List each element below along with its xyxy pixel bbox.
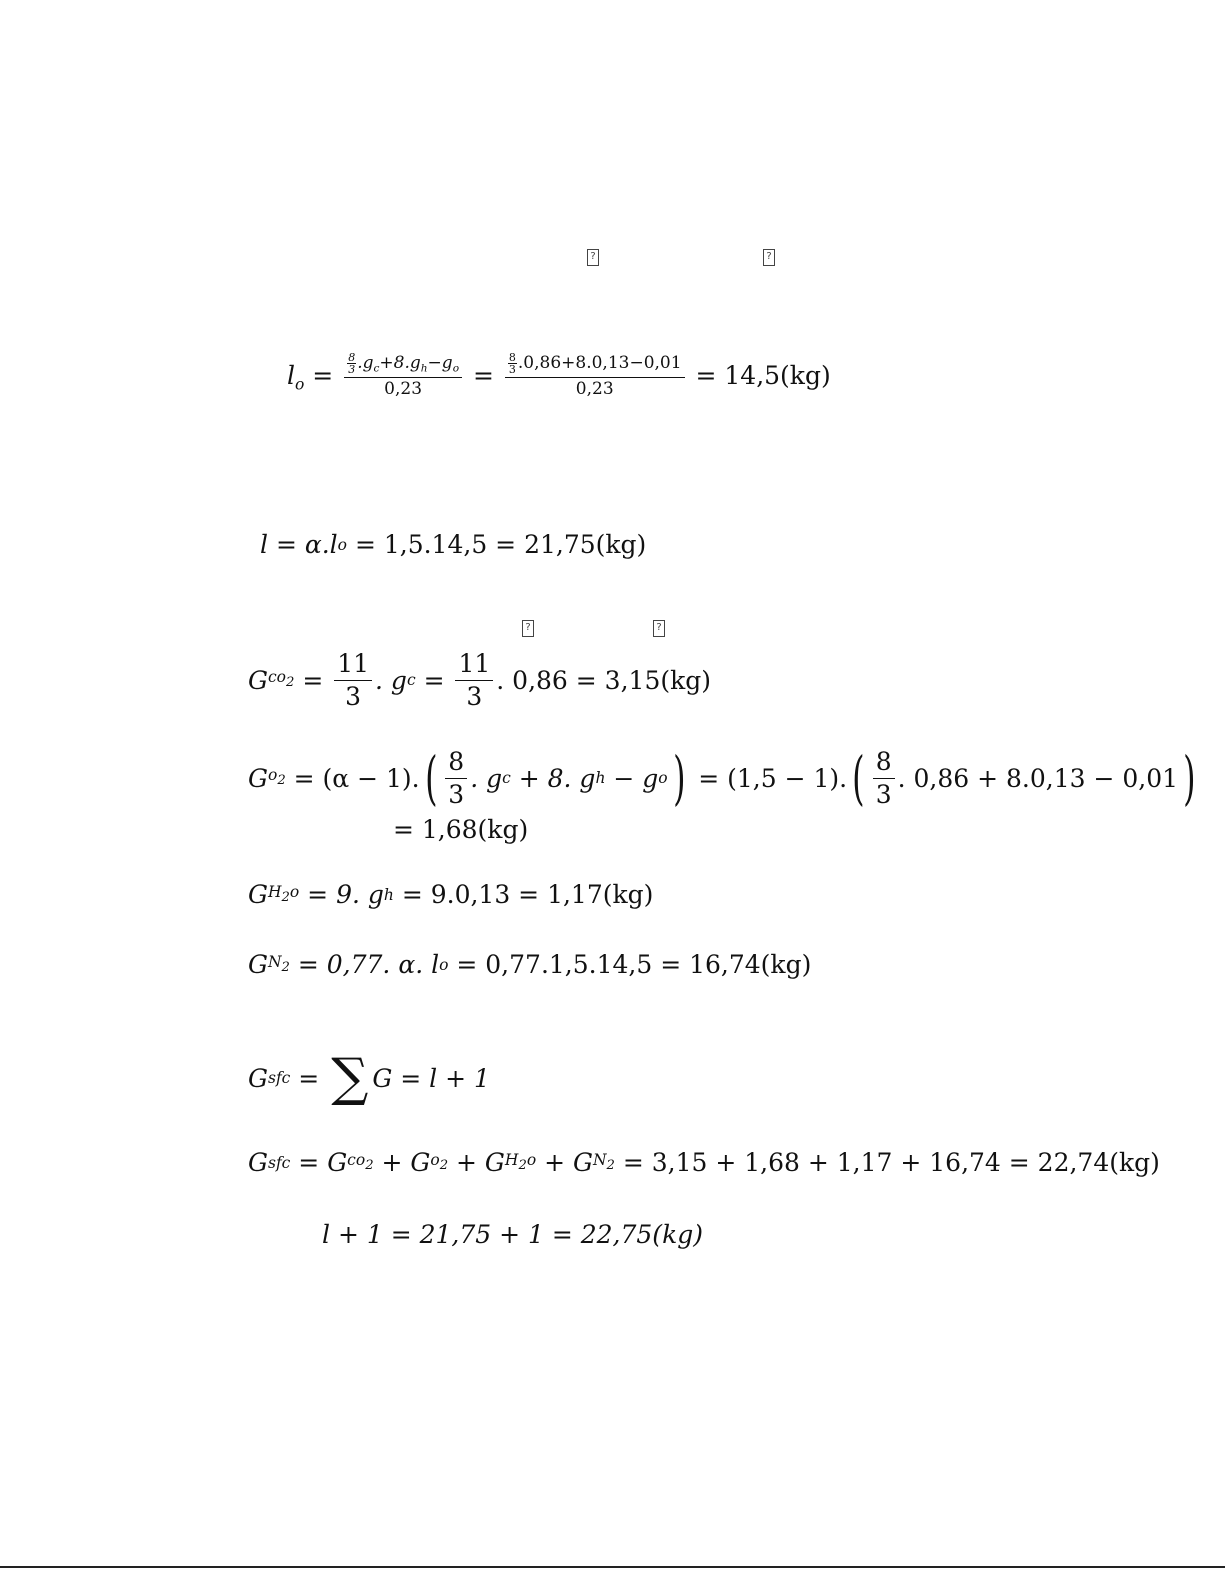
page-bottom-rule xyxy=(0,1566,1225,1568)
equation-gn2: G $N_2$ = 0,77. α. l o = 0,77.1,5.14,5 = 16,74(kg) xyxy=(248,950,812,979)
equation-l-plus-1: l + 1 = 21,75 + 1 = 22,75(kg) xyxy=(322,1220,703,1249)
equation-go2: G $o_2$ = (α − 1). ( $\frac{8}{3}$ . g c + 8. g h − g o ) = (1,5 − 1). ( $\frac{8}{3}$ . 0,86 + 8.0,13 − 0,01 ) xyxy=(248,744,1196,812)
equation-gsfc-sum: G sfc = ∑ G = l + 1 xyxy=(248,1048,490,1108)
equation-l: l = α.l o = 1,5.14,5 = 21,75(kg) xyxy=(260,530,647,559)
missing-glyph-box-3: ? xyxy=(522,620,534,637)
lo-lhs-sub: o xyxy=(295,375,305,394)
equation-go2-result: = 1,68(kg) xyxy=(393,815,529,844)
missing-glyph-box-2: ? xyxy=(763,249,775,266)
lo-fraction-1: $\frac{8}{3}$ $.g_c+8.g_h-g_o$ 0,23 xyxy=(344,352,462,399)
equation-gsfc-expanded: G sfc = G $co_2$ + G $o_2$ + G $H_2o$ + G $N_2$ = 3,15 + 1,68 + 1,17 + 16,74 = 22,74(kg) xyxy=(248,1148,1160,1177)
lo-result: = 14,5(kg) xyxy=(695,360,831,390)
missing-glyph-box-1: ? xyxy=(587,249,599,266)
equation-gco2: G $co_2$ = $\frac{11}{3}$ . g c = $\frac{11}{3}$ . 0,86 = 3,15(kg) xyxy=(248,649,712,711)
equation-lo: $l_o$ = $\frac{8}{3}$ $.g_c+8.g_h-g_o$ 0,23 = $\frac{8}{3}$ .0,86+8.0,13−0,01 0,23 = 14,5(kg) xyxy=(287,351,831,399)
lo-fraction-2: $\frac{8}{3}$ .0,86+8.0,13−0,01 0,23 xyxy=(505,352,685,399)
equation-gh2o: G $H_2o$ = 9. g h = 9.0,13 = 1,17(kg) xyxy=(248,880,654,909)
lo-lhs: l xyxy=(287,360,295,390)
missing-glyph-box-4: ? xyxy=(653,620,665,637)
sum-symbol: ∑ xyxy=(331,1048,369,1108)
